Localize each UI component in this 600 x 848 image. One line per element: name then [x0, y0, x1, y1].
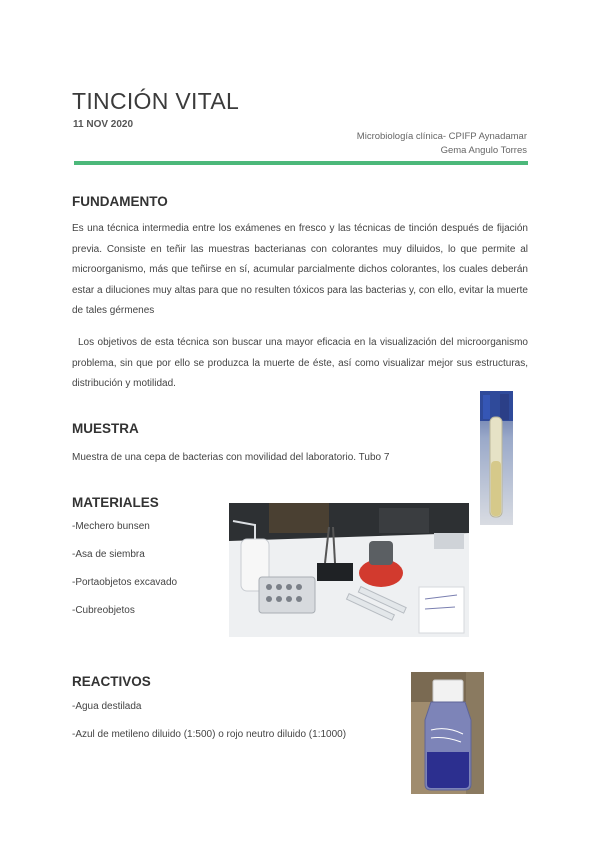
institution-text: Microbiología clínica- CPIFP Aynadamar: [356, 131, 527, 142]
materials-photo: [229, 503, 469, 637]
header-divider: [74, 161, 528, 165]
reagent-bottle-photo: [411, 672, 484, 794]
materiales-item-3: -Portaobjetos excavado: [72, 577, 178, 588]
fundamento-paragraph-2: Los objetivos de esta técnica son buscar una mayor eficacia en la visualización del microorganismo problema, sin que por ello se produzca la muerte de éste, así como visualizar mejor sus estructuras, distribución y motilidad.: [72, 337, 528, 389]
reactivos-item-1: -Agua destilada: [72, 701, 142, 712]
fundamento-heading: FUNDAMENTO: [72, 194, 168, 209]
author-text: Gema Angulo Torres: [440, 144, 527, 156]
fundamento-paragraph-1: Es una técnica intermedia entre los exámenes en fresco y las técnicas de tinción después de fijación previa. Consiste en teñir las muestras bacterianas con colorantes muy diluidos, lo que permite al microorganismo, más que teñirse en sí, acumular parcialmente dichos colorantes, los cuales deberán estar a diluciones muy altas para que no resulten tóxicos para las bacterias y, con ello, evitar la muerte de tales gérmenes: [72, 223, 528, 316]
test-tube-photo: [480, 391, 513, 525]
document-date: 11 NOV 2020: [73, 119, 134, 130]
muestra-text: Muestra de una cepa de bacterias con movilidad del laboratorio. Tubo 7: [72, 452, 390, 463]
reactivos-item-2: -Azul de metileno diluido (1:500) o rojo neutro diluido (1:1000): [72, 729, 347, 740]
muestra-heading: MUESTRA: [72, 421, 139, 436]
materiales-item-4: -Cubreobjetos: [72, 605, 135, 616]
materiales-item-1: -Mechero bunsen: [72, 521, 150, 532]
materiales-heading: MATERIALES: [72, 495, 159, 510]
reactivos-heading: REACTIVOS: [72, 674, 151, 689]
materiales-item-2: -Asa de siembra: [72, 549, 145, 560]
page-title: TINCIÓN VITAL: [72, 88, 240, 114]
document-meta: [357, 130, 527, 157]
